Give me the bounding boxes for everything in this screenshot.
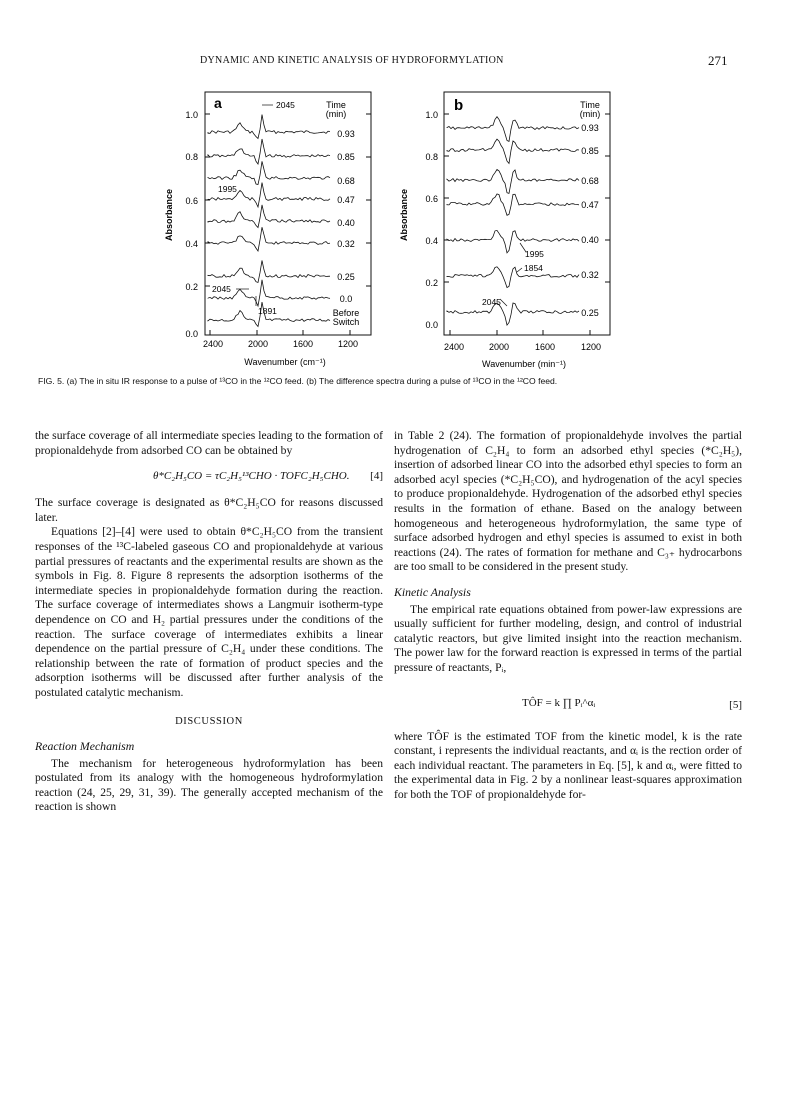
panel-a-peak-label: 2045 [212, 284, 231, 294]
panel-a-before-label: Before [332, 308, 360, 318]
panel-b-legend-unit: (min) [579, 109, 601, 119]
panel-a-legend-unit: (min) [325, 109, 347, 119]
panel-b-ytick: 0.8 [425, 152, 438, 162]
equation-5-number: [5] [729, 698, 742, 711]
panel-a-time-label: 0.0 [339, 294, 353, 304]
panel-a-time-label: 0.32 [337, 239, 355, 249]
panel-a-time-label: 0.93 [337, 129, 355, 139]
panel-a-spectrum-trace [208, 227, 330, 251]
panel-b-time-label: 0.25 [581, 308, 599, 318]
panel-b-xtick: 1600 [534, 342, 556, 352]
panel-b-spectrum-trace [447, 267, 579, 288]
equation-4-body: θ*C₂H₅CO = τC₂H₅¹³CHO · TOFC₂H₅CHO. [153, 470, 350, 483]
panel-b-letter: b [454, 97, 464, 114]
panel-a-ytick: 0.6 [185, 196, 198, 206]
panel-b-ytick: 0.6 [425, 194, 438, 204]
panel-a-ylabel: Absorbance [164, 188, 174, 242]
panel-b-time-label: 0.32 [581, 270, 599, 280]
panel-a-time-label: 0.47 [337, 195, 355, 205]
panel-b-spectrum-trace [447, 194, 579, 215]
panel-a-xtick: 2000 [247, 339, 269, 349]
panel-a-spectrum-trace [208, 115, 330, 139]
panel-a-time-label: 0.40 [337, 218, 355, 228]
panel-b-peak-label: 1995 [525, 249, 544, 259]
panel-b-ylabel: Absorbance [399, 188, 409, 242]
right-column [394, 429, 742, 802]
panel-a-ytick: 0.0 [185, 329, 198, 339]
panel-a-legend-title: Time [326, 100, 346, 110]
paragraph: The surface coverage is designated as θ*C₂H₅CO for reasons discussed later. [35, 496, 383, 524]
panel-a-peak-label: 1891 [258, 306, 277, 316]
paragraph: The mechanism for heterogeneous hydroformylation has been postulated from its analogy with the homogeneous hydroformylation reaction (24, 25, 29, 31, 39). The generally accepted mechanism of the reaction is shown [35, 756, 383, 814]
panel-b-peak-label: 2045 [482, 297, 501, 307]
section-heading-discussion: DISCUSSION [175, 715, 243, 727]
panel-b-xtick: 2400 [443, 342, 465, 352]
running-title: DYNAMIC AND KINETIC ANALYSIS OF HYDROFORMYLATION [200, 55, 504, 66]
panel-a-ytick: 1.0 [185, 110, 198, 120]
panel-a-xlabel: Wavenumber (cm⁻¹) [244, 357, 326, 367]
equation-5 [394, 682, 742, 724]
panel-b-xtick: 1200 [580, 342, 602, 352]
figure-caption-text: FIG. 5. (a) The in situ IR response to a pulse of ¹³CO in the ¹²CO feed. (b) The difference spectra during a pulse of ¹³CO in the ¹²CO feed. [38, 376, 558, 386]
panel-b-legend-title: Time [580, 100, 600, 110]
panel-a [164, 92, 371, 367]
panel-b-time-label: 0.40 [581, 235, 599, 245]
panel-b-time-label: 0.93 [581, 123, 599, 133]
paragraph: Equations [2]–[4] were used to obtain θ*C₂H₅CO from the transient responses of the ¹³C-labeled gaseous CO and propionaldehyde at various partial pressures of reactants and the experimental results are shown as the symbols in Fig. 8. Figure 8 represents the adsorption isotherms of the intermediate species in propionaldehyde formation during the reaction. The surface coverage of intermediates shows a Langmuir isotherm-type dependence on CO and H₂ partial pressures under the conditions of the reaction. The surface coverage of intermediates exhibits a linear dependence on the partial pressure of C₂H₄ under these conditions. The relationship between the rate of formation of product species and the adsorption isotherms will be discussed after further analysis of the postulated catalytic mechanism. [35, 525, 383, 699]
paragraph: in Table 2 (24). The formation of propionaldehyde involves the partial hydrogenation of C₂H₄ to form an adsorbed ethyl species (*C₂H₅), insertion of adsorbed linear CO into the adsorbed ethyl species to form an adsorbed acyl species (*C₂H₅CO), and hydrogenation of the acyl species to produce propionaldehyde. Hydrogenation of the adsorbed ethyl species results in the formation of ethane. Based on the analogy between homogeneous and heterogeneous hydroformylation, the same type of surface adsorbed hydrogen and ethyl species is assumed to exist in both reactions (24). The rates of formation for methane and C₃₊ hydrocarbons are too small to be considered in the present study. [394, 429, 742, 574]
panel-a-ytick: 0.2 [185, 282, 198, 292]
panel-a-spectra [208, 115, 330, 327]
panel-b-spectrum-trace [447, 303, 579, 325]
panel-a-xtick: 2400 [202, 339, 224, 349]
panel-a-ytick: 0.8 [185, 152, 198, 162]
panel-a-peak-label: 1995 [218, 184, 237, 194]
panel-b-peak-label: 1854 [524, 263, 543, 273]
panel-b-time-label: 0.68 [581, 176, 599, 186]
paragraph: where TÔF is the estimated TOF from the kinetic model, k is the rate constant, i represents the individual reactants, and αᵢ is the rection order of each individual reactant. The parameters in Eq. [5], k and αᵢ, were fitted to the experimental data in Fig. 2 by a nonlinear least-squares approximation for both the TOF of propionaldehyde for- [394, 729, 742, 801]
paragraph: The empirical rate equations obtained from power-law expressions are usually sufficient for further modeling, design, and control of industrial catalytic reactors, but give limited insight into the reaction mechanism. The power law for the forward reaction is expressed in terms of the partial pressure of reactants, Pᵢ, [394, 602, 742, 674]
panel-b-spectrum-trace [447, 230, 579, 253]
panel-b-ytick: 0.2 [425, 278, 438, 288]
panel-b-spectra [447, 117, 579, 325]
subsection-heading-kinetic: Kinetic Analysis [394, 584, 471, 599]
panel-a-letter: a [214, 95, 222, 111]
panel-b-spectrum-trace [447, 170, 579, 194]
panel-a-time-label: 0.85 [337, 152, 355, 162]
panel-a-peak-label: 2045 [276, 100, 295, 110]
equation-5-body: TÔF = k ∏ Pᵢ^αᵢ [522, 696, 596, 709]
subsection-heading-mechanism: Reaction Mechanism [35, 739, 135, 754]
page-number: 271 [708, 53, 728, 68]
panel-a-time-label: 0.25 [337, 272, 355, 282]
equation-4 [35, 467, 383, 487]
panel-b-ytick: 0.0 [425, 320, 438, 330]
panel-a-spectrum-trace [208, 205, 330, 228]
panel-b-ytick: 1.0 [425, 110, 438, 120]
panel-a-spectrum-trace [208, 261, 330, 283]
panel-a-time-label: 0.68 [337, 176, 355, 186]
panel-a-spectrum-trace [208, 161, 330, 184]
figure-caption [38, 376, 758, 387]
panel-a-switch-label: Switch [332, 317, 360, 327]
panel-a-spectrum-trace [208, 139, 330, 164]
running-header [0, 55, 785, 71]
panel-a-xtick: 1600 [292, 339, 314, 349]
panel-b-time-label: 0.85 [581, 146, 599, 156]
panel-b-xtick: 2000 [488, 342, 510, 352]
panel-b-spectrum-trace [447, 139, 579, 163]
equation-4-number: [4] [370, 470, 383, 483]
left-column [35, 429, 383, 815]
paragraph: the surface coverage of all intermediate species leading to the formation of propionaldehyde from adsorbed CO can be obtained by [35, 429, 383, 457]
panel-a-ytick: 0.4 [185, 239, 198, 249]
panel-b-ytick: 0.4 [425, 236, 438, 246]
panel-b-spectrum-trace [447, 117, 579, 142]
panel-a-xtick: 1200 [337, 339, 359, 349]
panel-b-xlabel: Wavenumber (min⁻¹) [482, 359, 566, 369]
panel-b [399, 92, 610, 369]
panel-b-time-label: 0.47 [581, 200, 599, 210]
figure-5 [0, 80, 785, 374]
